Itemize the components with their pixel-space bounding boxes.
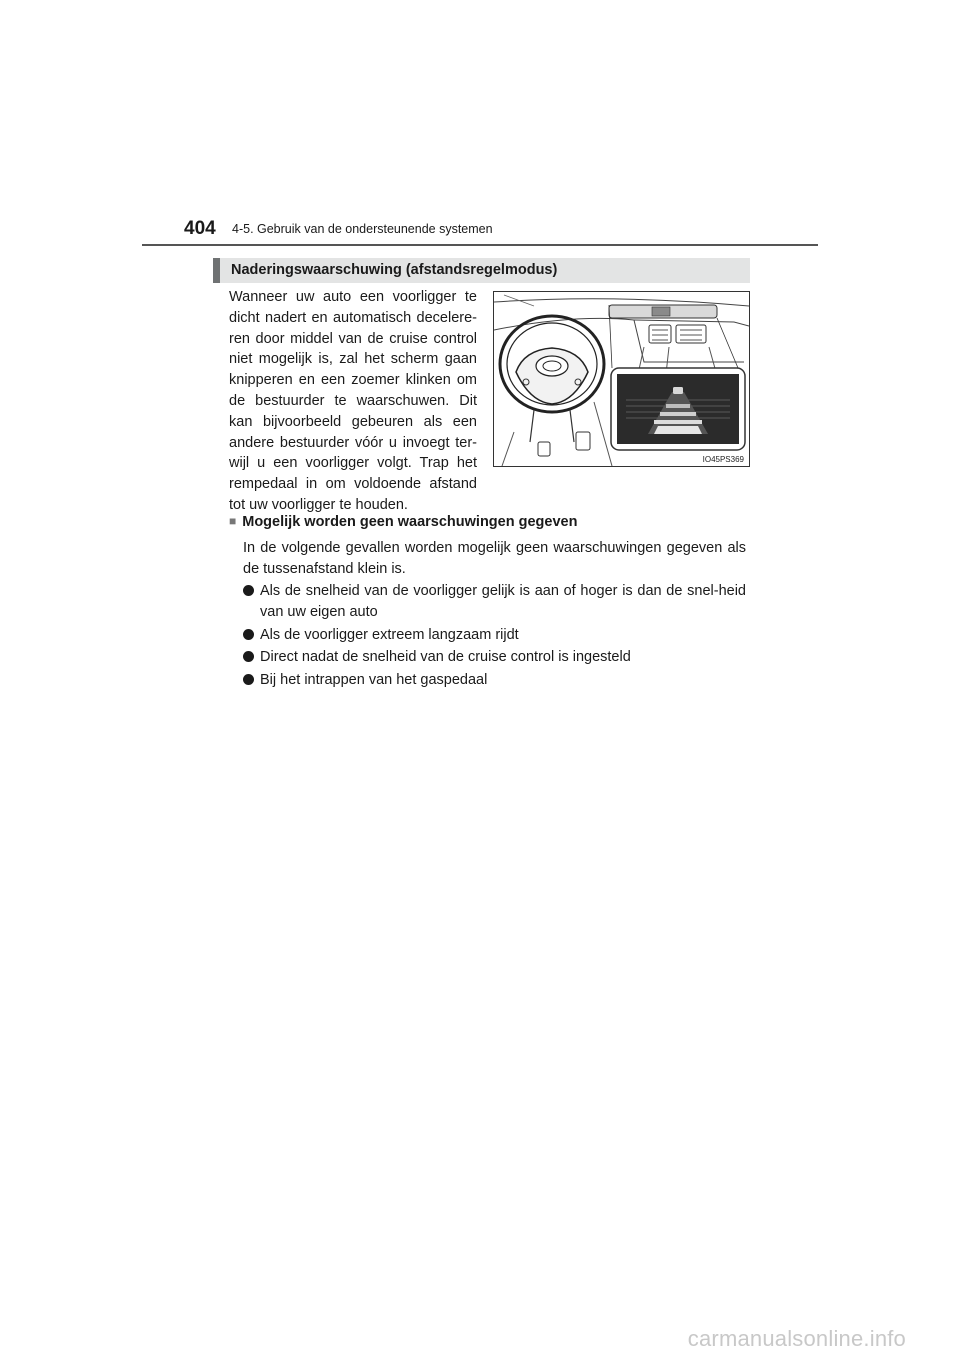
subsection-title: Mogelijk worden geen waarschuwingen gegeven [242,514,578,530]
square-bullet-icon: ■ [229,514,237,528]
list-item [243,647,746,668]
bullet-dot-icon [243,651,254,662]
subsection-paragraph: In de volgende gevallen worden mogelijk geen waarschuwingen gegeven als de tussenafstand klein is. [243,540,746,577]
header-divider [142,244,818,246]
intro-paragraph: Wanneer uw auto een voorligger te dicht nadert en automatisch decelere-ren door middel van de cruise control niet mogelijk is, zal het scherm gaan knipperen en een zoemer klinken om de bestuurder te waarschuwen. Dit kan bijvoorbeeld gebeuren als een andere bestuurder vóór u invoegt ter-wijl u een voorligger volgt. Trap het rempedaal in om voldoende afstand tot uw voorligger te houden. [229,289,477,513]
section-heading-bar [213,258,750,283]
dashboard-approach-warning-illustration [494,292,749,466]
list-item [243,670,746,691]
list-item [243,581,746,623]
dashboard-figure [493,291,750,467]
bullet-dot-icon [243,629,254,640]
page-number: 404 [184,218,216,239]
watermark: carmanualsonline.info [687,1326,906,1351]
bullet-dot-icon [243,674,254,685]
section-title: 4-5. Gebruik van de ondersteunende systemen [232,222,493,236]
list-item-text: Direct nadat de snelheid van de cruise control is ingesteld [260,649,631,666]
list-item [243,625,746,646]
list-item-text: Als de voorligger extreem langzaam rijdt [260,626,519,643]
section-heading: Naderingswaarschuwing (afstandsregelmodus) [231,262,558,278]
list-item-text: Als de snelheid van de voorligger gelijk is aan of hoger is dan de snel-heid van uw eigen auto [260,583,746,620]
bullet-dot-icon [243,585,254,596]
figure-code: IO45PS369 [702,455,744,464]
list-item-text: Bij het intrappen van het gaspedaal [260,672,488,689]
condition-list [243,581,746,693]
subsection-heading [229,514,577,530]
